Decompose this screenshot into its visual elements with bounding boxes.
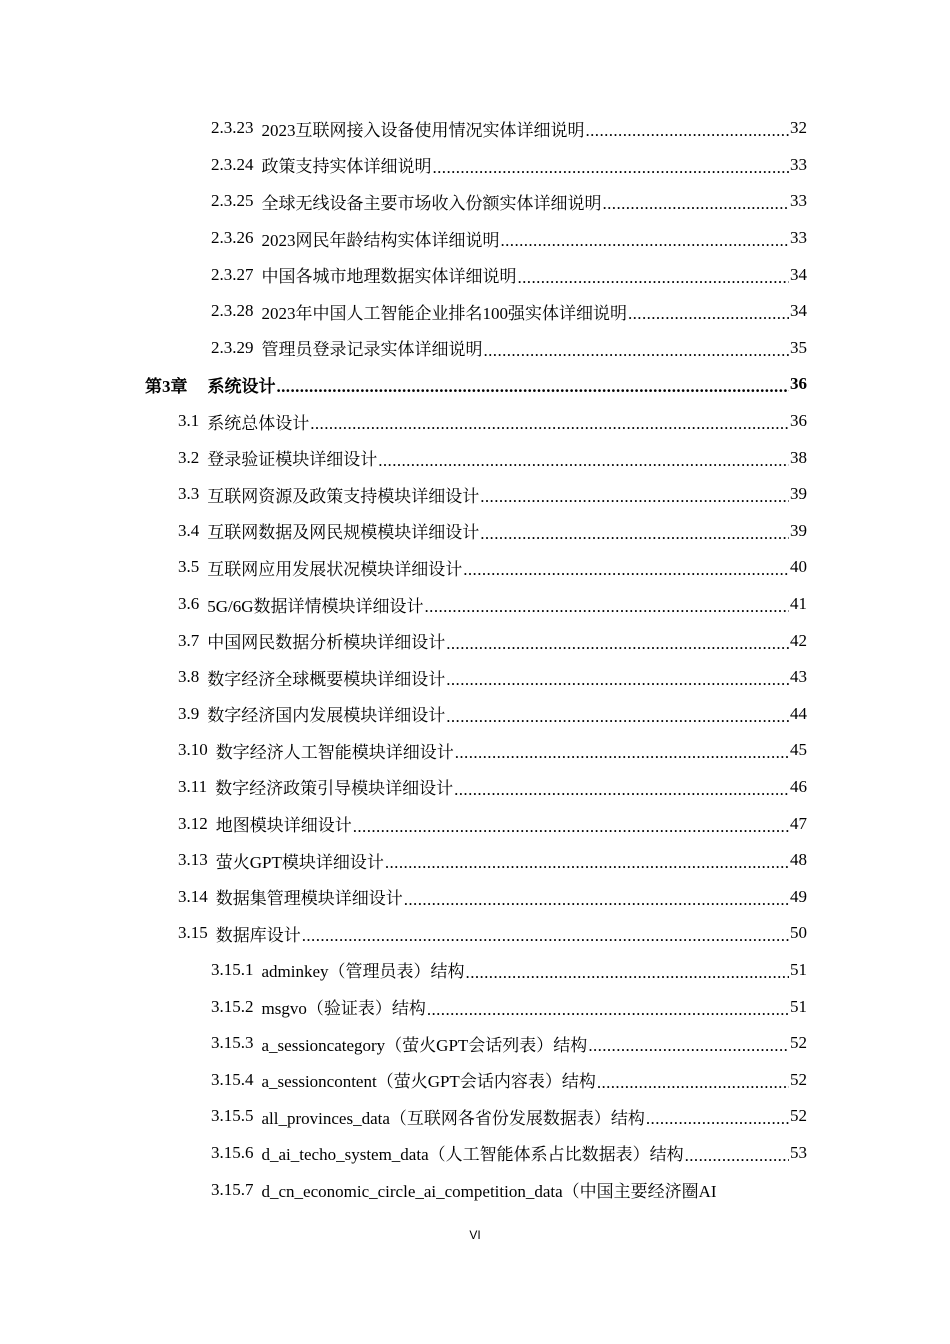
- toc-entry-title: a_sessioncontent（萤火GPT会话内容表）结构: [261, 1072, 596, 1092]
- toc-entry-title: 数字经济国内发展模块详细设计: [207, 706, 446, 726]
- toc-entry-number: 3.6: [178, 594, 200, 614]
- toc-leader-dots: [603, 194, 790, 214]
- toc-leader-dots: [685, 1146, 789, 1166]
- toc-entry-2-3-27[interactable]: [0, 256, 807, 293]
- toc-entry-2-3-28[interactable]: [0, 293, 807, 330]
- toc-leader-dots: [480, 487, 789, 507]
- toc-entry-3-15-5[interactable]: [0, 1098, 807, 1135]
- toc-leader-dots: [463, 560, 789, 580]
- toc-entry-page: 32: [790, 118, 807, 138]
- toc-entry-number: 3.15.3: [211, 1033, 254, 1053]
- toc-leader-dots: [480, 524, 789, 544]
- toc-entry-3-10[interactable]: [0, 732, 807, 769]
- toc-entry-title: 数字经济人工智能模块详细设计: [215, 742, 454, 762]
- toc-entry-page: 52: [790, 1106, 807, 1126]
- toc-entry-number: 3.15.5: [211, 1106, 254, 1126]
- toc-leader-dots: [466, 963, 789, 983]
- toc-entry-3-12[interactable]: [0, 805, 807, 842]
- toc-entry-3-15[interactable]: [0, 915, 807, 952]
- page-number: VI: [469, 1228, 481, 1242]
- toc-leader-dots: [501, 231, 790, 251]
- toc-entry-3-14[interactable]: [0, 878, 807, 915]
- toc-entry-3-11[interactable]: [0, 769, 807, 806]
- toc-chapter-3[interactable]: [0, 366, 807, 403]
- toc-entry-title: 数据库设计: [215, 925, 301, 945]
- toc-leader-dots: [427, 1000, 789, 1020]
- toc-entry-3-15-7[interactable]: [0, 1171, 807, 1208]
- toc-leader-dots: [433, 158, 790, 178]
- toc-entry-page: 52: [790, 1033, 807, 1053]
- toc-leader-dots: [586, 121, 790, 141]
- toc-entry-page: 33: [790, 154, 807, 174]
- toc-entry-3-13[interactable]: [0, 842, 807, 879]
- toc-entry-title: 数字经济政策引导模块详细设计: [215, 779, 454, 799]
- toc-leader-dots: [484, 341, 790, 361]
- toc-entry-number: 3.15: [178, 923, 208, 943]
- toc-chapter-number: 第3章: [145, 376, 188, 396]
- toc-entry-title: 登录验证模块详细设计: [207, 450, 378, 470]
- toc-leader-dots: [277, 377, 790, 397]
- toc-entry-page: 38: [790, 447, 807, 467]
- toc-entry-page: 40: [790, 557, 807, 577]
- toc-entry-3-7[interactable]: [0, 622, 807, 659]
- toc-entry-page: 34: [790, 264, 807, 284]
- toc-entry-page: 47: [790, 813, 807, 833]
- toc-entry-title: 5G/6G数据详情模块详细设计: [207, 596, 424, 616]
- toc-entry-number: 3.9: [178, 703, 200, 723]
- toc-entry-3-6[interactable]: [0, 586, 807, 623]
- toc-entry-number: 2.3.26: [211, 228, 254, 248]
- toc-entry-title: 管理员登录记录实体详细说明: [261, 340, 483, 360]
- toc-entry-page: 34: [790, 301, 807, 321]
- toc-entry-3-1[interactable]: [0, 403, 807, 440]
- toc-entry-number: 3.10: [178, 740, 208, 760]
- toc-entry-page: 36: [790, 374, 807, 394]
- toc-leader-dots: [446, 670, 789, 690]
- toc-entry-page: 39: [790, 520, 807, 540]
- toc-entry-title: adminkey（管理员表）结构: [261, 962, 465, 982]
- toc-entry-page: 44: [790, 703, 807, 723]
- toc-entry-number: 3.3: [178, 484, 200, 504]
- toc-entry-number: 2.3.25: [211, 191, 254, 211]
- toc-entry-page: 43: [790, 667, 807, 687]
- toc-entry-title: 政策支持实体详细说明: [261, 157, 432, 177]
- toc-entry-3-15-1[interactable]: [0, 952, 807, 989]
- toc-entry-number: 3.4: [178, 520, 200, 540]
- toc-entry-number: 2.3.24: [211, 154, 254, 174]
- toc-leader-dots: [385, 853, 789, 873]
- toc-entry-number: 3.15.7: [211, 1179, 254, 1199]
- toc-entry-page: 49: [790, 886, 807, 906]
- toc-leader-dots: [446, 634, 789, 654]
- toc-leader-dots: [588, 1036, 789, 1056]
- toc-entry-number: 3.13: [178, 850, 208, 870]
- toc-entry-page: 45: [790, 740, 807, 760]
- toc-entry-page: 50: [790, 923, 807, 943]
- toc-entry-title: d_ai_techo_system_data（人工智能体系占比数据表）结构: [261, 1145, 684, 1165]
- toc-leader-dots: [378, 451, 789, 471]
- toc-entry-title: 2023互联网接入设备使用情况实体详细说明: [261, 120, 585, 140]
- toc-chapter-title: 系统设计: [207, 376, 276, 396]
- toc-entry-number: 3.15.1: [211, 959, 254, 979]
- toc-entry-title: 互联网资源及政策支持模块详细设计: [207, 486, 480, 506]
- toc-entry-title: all_provinces_data（互联网各省份发展数据表）结构: [261, 1108, 645, 1128]
- toc-leader-dots: [404, 890, 789, 910]
- toc-entry-title: a_sessioncategory（萤火GPT会话列表）结构: [261, 1035, 588, 1055]
- toc-entry-number: 3.14: [178, 886, 208, 906]
- toc-entry-title: 系统总体设计: [207, 413, 310, 433]
- table-of-contents: [0, 110, 950, 1208]
- toc-leader-dots: [518, 268, 790, 288]
- toc-leader-dots: [597, 1073, 789, 1093]
- toc-entry-number: 3.11: [178, 776, 208, 796]
- toc-entry-title: 地图模块详细设计: [215, 816, 352, 836]
- toc-entry-title: d_cn_economic_circle_ai_competition_data（中国主要经济圈AI: [261, 1182, 717, 1202]
- toc-entry-page: 48: [790, 850, 807, 870]
- toc-entry-page: 51: [790, 996, 807, 1016]
- toc-leader-dots: [310, 414, 789, 434]
- toc-entry-2-3-25[interactable]: [0, 183, 807, 220]
- toc-entry-page: 35: [790, 337, 807, 357]
- toc-entry-page: 46: [790, 776, 807, 796]
- toc-entry-page: 42: [790, 630, 807, 650]
- toc-entry-number: 3.12: [178, 813, 208, 833]
- toc-leader-dots: [628, 304, 789, 324]
- toc-entry-title: 数据集管理模块详细设计: [215, 889, 403, 909]
- toc-entry-number: 3.15.4: [211, 1069, 254, 1089]
- toc-entry-number: 3.2: [178, 447, 200, 467]
- toc-entry-title: msgvo（验证表）结构: [261, 999, 426, 1019]
- toc-entry-3-5[interactable]: [0, 549, 807, 586]
- toc-entry-3-3[interactable]: [0, 476, 807, 513]
- toc-entry-page: 51: [790, 959, 807, 979]
- toc-entry-number: 2.3.23: [211, 118, 254, 138]
- toc-entry-number: 2.3.28: [211, 301, 254, 321]
- toc-entry-number: 3.1: [178, 411, 200, 431]
- toc-entry-title: 2023年中国人工智能企业排名100强实体详细说明: [261, 303, 627, 323]
- toc-entry-3-4[interactable]: [0, 513, 807, 550]
- toc-entry-2-3-24[interactable]: [0, 147, 807, 184]
- toc-entry-page: 33: [790, 228, 807, 248]
- toc-entry-number: 3.15.2: [211, 996, 254, 1016]
- toc-entry-number: 3.5: [178, 557, 200, 577]
- toc-entry-3-15-6[interactable]: [0, 1135, 807, 1172]
- toc-entry-2-3-23[interactable]: [0, 110, 807, 147]
- toc-leader-dots: [353, 817, 789, 837]
- toc-entry-page: 39: [790, 484, 807, 504]
- toc-leader-dots: [455, 743, 789, 763]
- toc-leader-dots: [454, 780, 789, 800]
- toc-entry-3-15-3[interactable]: [0, 1025, 807, 1062]
- toc-leader-dots: [446, 707, 789, 727]
- toc-entry-3-8[interactable]: [0, 659, 807, 696]
- toc-entry-title: 互联网应用发展状况模块详细设计: [207, 559, 463, 579]
- toc-leader-dots: [425, 597, 789, 617]
- toc-entry-3-2[interactable]: [0, 439, 807, 476]
- toc-entry-page: 33: [790, 191, 807, 211]
- toc-entry-number: 2.3.29: [211, 337, 254, 357]
- toc-entry-title: 中国各城市地理数据实体详细说明: [261, 267, 517, 287]
- toc-entry-number: 2.3.27: [211, 264, 254, 284]
- toc-entry-number: 3.15.6: [211, 1142, 254, 1162]
- toc-entry-title: 全球无线设备主要市场收入份额实体详细说明: [261, 193, 602, 213]
- toc-entry-page: 53: [790, 1142, 807, 1162]
- toc-entry-3-15-2[interactable]: [0, 988, 807, 1025]
- toc-entry-title: 2023网民年龄结构实体详细说明: [261, 230, 500, 250]
- toc-entry-number: 3.7: [178, 630, 200, 650]
- toc-entry-3-9[interactable]: [0, 696, 807, 733]
- toc-entry-title: 互联网数据及网民规模模块详细设计: [207, 523, 480, 543]
- toc-entry-page: 41: [790, 594, 807, 614]
- toc-entry-page: 36: [790, 411, 807, 431]
- toc-entry-title: 中国网民数据分析模块详细设计: [207, 633, 446, 653]
- toc-entry-title: 萤火GPT模块详细设计: [215, 852, 384, 872]
- toc-entry-page: 52: [790, 1069, 807, 1089]
- toc-entry-3-15-4[interactable]: [0, 1061, 807, 1098]
- toc-leader-dots: [646, 1109, 789, 1129]
- toc-entry-2-3-29[interactable]: [0, 330, 807, 367]
- toc-entry-number: 3.8: [178, 667, 200, 687]
- toc-leader-dots: [302, 926, 789, 946]
- toc-entry-2-3-26[interactable]: [0, 220, 807, 257]
- toc-entry-title: 数字经济全球概要模块详细设计: [207, 669, 446, 689]
